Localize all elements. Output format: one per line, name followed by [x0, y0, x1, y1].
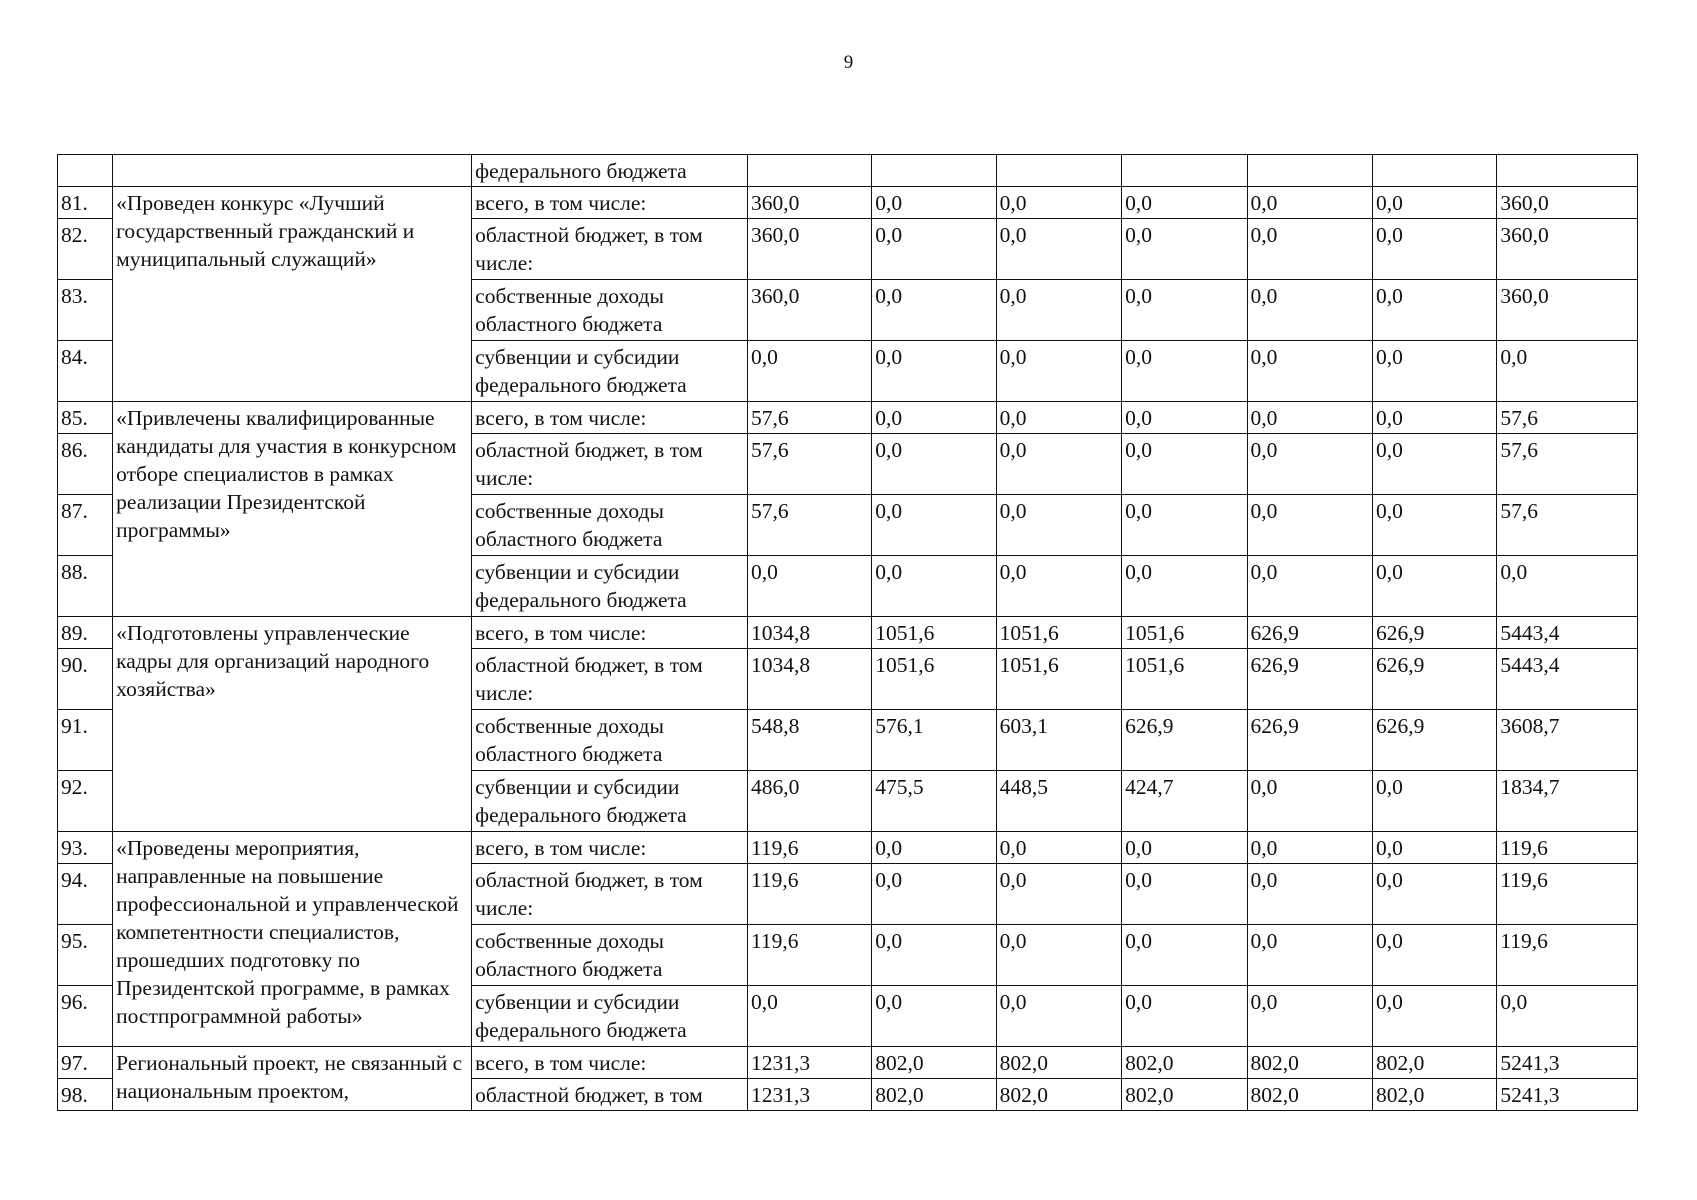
- amount-cell: 448,5: [996, 771, 1121, 832]
- description-cell: Региональный проект, не связанный с национальным проектом,: [113, 1047, 472, 1111]
- amount-cell: 548,8: [747, 710, 871, 771]
- amount-cell: 802,0: [1122, 1079, 1247, 1111]
- row-number-cell: 96.: [58, 986, 113, 1047]
- funding-source-cell: областной бюджет, в том числе:: [472, 434, 748, 495]
- amount-cell: [747, 155, 871, 187]
- total-amount-cell: 3608,7: [1497, 710, 1638, 771]
- funding-source-cell: всего, в том числе:: [472, 187, 748, 219]
- table-row: [58, 155, 1638, 187]
- row-number-cell: 90.: [58, 649, 113, 710]
- amount-cell: 0,0: [1122, 402, 1247, 434]
- description-cell: [113, 155, 472, 187]
- amount-cell: 475,5: [872, 771, 996, 832]
- funding-source-cell: федерального бюджета: [472, 155, 748, 187]
- total-amount-cell: 360,0: [1497, 219, 1638, 280]
- row-number-cell: 87.: [58, 495, 113, 556]
- funding-source-cell: всего, в том числе:: [472, 1047, 748, 1079]
- amount-cell: 0,0: [1247, 434, 1372, 495]
- amount-cell: 0,0: [1247, 925, 1372, 986]
- amount-cell: 119,6: [747, 864, 871, 925]
- amount-cell: 0,0: [747, 341, 871, 402]
- total-amount-cell: 5241,3: [1497, 1047, 1638, 1079]
- amount-cell: 0,0: [1372, 341, 1496, 402]
- funding-source-cell: собственные доходы областного бюджета: [472, 495, 748, 556]
- amount-cell: 626,9: [1372, 710, 1496, 771]
- total-amount-cell: 57,6: [1497, 495, 1638, 556]
- total-amount-cell: 5241,3: [1497, 1079, 1638, 1111]
- amount-cell: 0,0: [1372, 864, 1496, 925]
- funding-source-cell: субвенции и субсидии федерального бюджета: [472, 771, 748, 832]
- amount-cell: 626,9: [1122, 710, 1247, 771]
- total-amount-cell: 0,0: [1497, 556, 1638, 617]
- amount-cell: 0,0: [996, 187, 1121, 219]
- amount-cell: 0,0: [996, 280, 1121, 341]
- row-number-cell: [58, 155, 113, 187]
- funding-source-cell: всего, в том числе:: [472, 617, 748, 649]
- amount-cell: 0,0: [1122, 864, 1247, 925]
- budget-table-body: [58, 155, 1638, 1111]
- table-row: [58, 617, 1638, 649]
- amount-cell: 0,0: [1247, 402, 1372, 434]
- amount-cell: 0,0: [1247, 832, 1372, 864]
- total-amount-cell: 57,6: [1497, 434, 1638, 495]
- amount-cell: 626,9: [1372, 617, 1496, 649]
- amount-cell: 802,0: [872, 1047, 996, 1079]
- funding-source-cell: областной бюджет, в том числе:: [472, 864, 748, 925]
- amount-cell: 0,0: [996, 219, 1121, 280]
- amount-cell: 626,9: [1247, 710, 1372, 771]
- total-amount-cell: 360,0: [1497, 280, 1638, 341]
- amount-cell: 0,0: [1122, 280, 1247, 341]
- amount-cell: 0,0: [1122, 495, 1247, 556]
- amount-cell: 0,0: [1122, 925, 1247, 986]
- amount-cell: 626,9: [1372, 649, 1496, 710]
- amount-cell: 0,0: [1122, 986, 1247, 1047]
- amount-cell: 0,0: [1372, 187, 1496, 219]
- description-cell: «Подготовлены управленческие кадры для организаций народного хозяйства»: [113, 617, 472, 832]
- funding-source-cell: субвенции и субсидии федерального бюджета: [472, 986, 748, 1047]
- row-number-cell: 95.: [58, 925, 113, 986]
- amount-cell: 1231,3: [747, 1079, 871, 1111]
- amount-cell: 0,0: [872, 402, 996, 434]
- amount-cell: 424,7: [1122, 771, 1247, 832]
- amount-cell: 0,0: [872, 832, 996, 864]
- amount-cell: 0,0: [996, 864, 1121, 925]
- amount-cell: 0,0: [872, 434, 996, 495]
- amount-cell: 576,1: [872, 710, 996, 771]
- amount-cell: 0,0: [1372, 925, 1496, 986]
- amount-cell: 0,0: [1122, 556, 1247, 617]
- amount-cell: 0,0: [747, 556, 871, 617]
- amount-cell: 0,0: [996, 832, 1121, 864]
- total-amount-cell: 1834,7: [1497, 771, 1638, 832]
- amount-cell: 1051,6: [996, 649, 1121, 710]
- description-cell: «Проведены мероприятия, направленные на повышение профессиональной и управленческой компетентности специалистов, прошедших подготовку по Президентской программе, в рамках постпрограммной работы»: [113, 832, 472, 1047]
- amount-cell: 802,0: [1372, 1047, 1496, 1079]
- funding-source-cell: всего, в том числе:: [472, 402, 748, 434]
- total-amount-cell: 5443,4: [1497, 617, 1638, 649]
- amount-cell: 0,0: [996, 556, 1121, 617]
- amount-cell: 0,0: [1247, 341, 1372, 402]
- amount-cell: 119,6: [747, 832, 871, 864]
- amount-cell: 0,0: [1247, 986, 1372, 1047]
- table-row: [58, 832, 1638, 864]
- amount-cell: 0,0: [1372, 434, 1496, 495]
- amount-cell: 802,0: [1372, 1079, 1496, 1111]
- amount-cell: 0,0: [1247, 187, 1372, 219]
- amount-cell: [996, 155, 1121, 187]
- amount-cell: 0,0: [872, 341, 996, 402]
- row-number-cell: 97.: [58, 1047, 113, 1079]
- amount-cell: 0,0: [996, 434, 1121, 495]
- amount-cell: 1051,6: [1122, 649, 1247, 710]
- amount-cell: 57,6: [747, 402, 871, 434]
- amount-cell: 802,0: [1122, 1047, 1247, 1079]
- funding-source-cell: субвенции и субсидии федерального бюджета: [472, 556, 748, 617]
- funding-source-cell: всего, в том числе:: [472, 832, 748, 864]
- amount-cell: 0,0: [996, 986, 1121, 1047]
- amount-cell: 0,0: [1122, 832, 1247, 864]
- amount-cell: 802,0: [996, 1079, 1121, 1111]
- amount-cell: 0,0: [1122, 187, 1247, 219]
- amount-cell: 603,1: [996, 710, 1121, 771]
- row-number-cell: 94.: [58, 864, 113, 925]
- description-cell: «Привлечены квалифицированные кандидаты для участия в конкурсном отборе специалистов в рамках реализации Президентской программы»: [113, 402, 472, 617]
- row-number-cell: 98.: [58, 1079, 113, 1111]
- amount-cell: 0,0: [1372, 495, 1496, 556]
- amount-cell: 0,0: [872, 986, 996, 1047]
- amount-cell: 1034,8: [747, 649, 871, 710]
- total-amount-cell: 0,0: [1497, 986, 1638, 1047]
- amount-cell: 626,9: [1247, 649, 1372, 710]
- row-number-cell: 82.: [58, 219, 113, 280]
- amount-cell: 0,0: [872, 864, 996, 925]
- amount-cell: 0,0: [1372, 986, 1496, 1047]
- amount-cell: 0,0: [1372, 402, 1496, 434]
- amount-cell: 0,0: [1247, 556, 1372, 617]
- amount-cell: 1034,8: [747, 617, 871, 649]
- amount-cell: 0,0: [1247, 280, 1372, 341]
- amount-cell: 802,0: [1247, 1079, 1372, 1111]
- total-amount-cell: 360,0: [1497, 187, 1638, 219]
- row-number-cell: 89.: [58, 617, 113, 649]
- total-amount-cell: 119,6: [1497, 864, 1638, 925]
- amount-cell: 360,0: [747, 187, 871, 219]
- funding-source-cell: собственные доходы областного бюджета: [472, 710, 748, 771]
- amount-cell: 802,0: [1247, 1047, 1372, 1079]
- amount-cell: 0,0: [996, 925, 1121, 986]
- funding-source-cell: областной бюджет, в том числе:: [472, 219, 748, 280]
- amount-cell: 0,0: [1122, 434, 1247, 495]
- amount-cell: 0,0: [996, 495, 1121, 556]
- amount-cell: 1051,6: [1122, 617, 1247, 649]
- total-amount-cell: 119,6: [1497, 832, 1638, 864]
- row-number-cell: 83.: [58, 280, 113, 341]
- amount-cell: 802,0: [996, 1047, 1121, 1079]
- row-number-cell: 84.: [58, 341, 113, 402]
- row-number-cell: 91.: [58, 710, 113, 771]
- funding-source-cell: собственные доходы областного бюджета: [472, 280, 748, 341]
- amount-cell: 0,0: [872, 556, 996, 617]
- amount-cell: 0,0: [1247, 219, 1372, 280]
- amount-cell: 0,0: [996, 341, 1121, 402]
- amount-cell: 0,0: [1372, 280, 1496, 341]
- amount-cell: [1122, 155, 1247, 187]
- funding-source-cell: собственные доходы областного бюджета: [472, 925, 748, 986]
- amount-cell: 0,0: [1372, 771, 1496, 832]
- amount-cell: 802,0: [872, 1079, 996, 1111]
- amount-cell: 119,6: [747, 925, 871, 986]
- amount-cell: 57,6: [747, 434, 871, 495]
- total-amount-cell: 119,6: [1497, 925, 1638, 986]
- amount-cell: 0,0: [872, 187, 996, 219]
- total-amount-cell: 5443,4: [1497, 649, 1638, 710]
- amount-cell: 0,0: [872, 495, 996, 556]
- row-number-cell: 85.: [58, 402, 113, 434]
- row-number-cell: 86.: [58, 434, 113, 495]
- amount-cell: 0,0: [872, 280, 996, 341]
- row-number-cell: 93.: [58, 832, 113, 864]
- amount-cell: 0,0: [872, 219, 996, 280]
- amount-cell: 0,0: [1122, 219, 1247, 280]
- funding-source-cell: областной бюджет, в том: [472, 1079, 748, 1111]
- amount-cell: 626,9: [1247, 617, 1372, 649]
- amount-cell: 486,0: [747, 771, 871, 832]
- amount-cell: 360,0: [747, 280, 871, 341]
- amount-cell: 0,0: [1372, 832, 1496, 864]
- amount-cell: [1247, 155, 1372, 187]
- amount-cell: 1051,6: [872, 617, 996, 649]
- amount-cell: 0,0: [1247, 864, 1372, 925]
- description-cell: «Проведен конкурс «Лучший государственный гражданский и муниципальный служащий»: [113, 187, 472, 402]
- budget-table: [57, 154, 1638, 1111]
- amount-cell: [872, 155, 996, 187]
- amount-cell: 1051,6: [872, 649, 996, 710]
- amount-cell: 0,0: [1247, 771, 1372, 832]
- amount-cell: [1372, 155, 1496, 187]
- table-row: [58, 1047, 1638, 1079]
- funding-source-cell: областной бюджет, в том числе:: [472, 649, 748, 710]
- amount-cell: 0,0: [1122, 341, 1247, 402]
- total-amount-cell: 0,0: [1497, 341, 1638, 402]
- amount-cell: 0,0: [747, 986, 871, 1047]
- amount-cell: 1051,6: [996, 617, 1121, 649]
- total-amount-cell: 57,6: [1497, 402, 1638, 434]
- row-number-cell: 81.: [58, 187, 113, 219]
- amount-cell: 360,0: [747, 219, 871, 280]
- amount-cell: 0,0: [1247, 495, 1372, 556]
- row-number-cell: 88.: [58, 556, 113, 617]
- amount-cell: 0,0: [1372, 556, 1496, 617]
- amount-cell: 0,0: [996, 402, 1121, 434]
- amount-cell: 1231,3: [747, 1047, 871, 1079]
- amount-cell: 0,0: [1372, 219, 1496, 280]
- page-number: 9: [843, 52, 854, 73]
- funding-source-cell: субвенции и субсидии федерального бюджета: [472, 341, 748, 402]
- amount-cell: 57,6: [747, 495, 871, 556]
- table-row: [58, 402, 1638, 434]
- total-amount-cell: [1497, 155, 1638, 187]
- row-number-cell: 92.: [58, 771, 113, 832]
- table-row: [58, 187, 1638, 219]
- amount-cell: 0,0: [872, 925, 996, 986]
